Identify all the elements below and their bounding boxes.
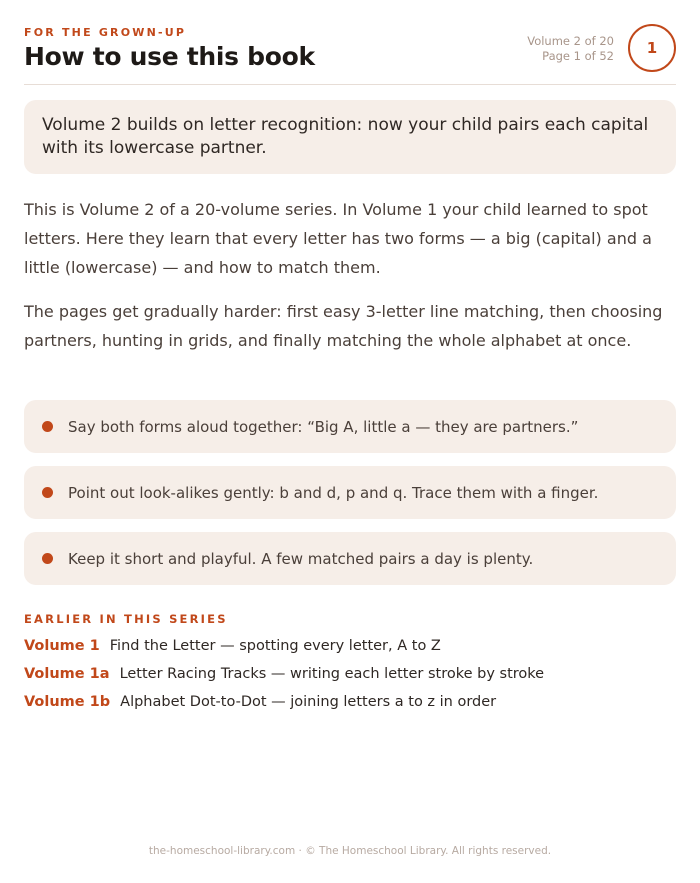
tip-card bbox=[24, 532, 676, 585]
tip-text: Keep it short and playful. A few matched pairs a day is plenty. bbox=[68, 549, 534, 568]
series-item bbox=[24, 638, 544, 666]
tip-card bbox=[24, 400, 676, 453]
tip-card bbox=[24, 466, 676, 519]
tip-text: Point out look-alikes gently: b and d, p and q. Trace them with a finger. bbox=[68, 483, 599, 502]
page-meta bbox=[527, 34, 614, 64]
bullet-dot-icon bbox=[42, 553, 53, 564]
series-description: Find the Letter — spotting every letter, A to Z bbox=[109, 638, 441, 654]
series-description: Letter Racing Tracks — writing each letter stroke by stroke bbox=[119, 666, 545, 682]
bullet-dot-icon bbox=[42, 487, 53, 498]
summary-callout: Volume 2 builds on letter recognition: now your child pairs each capital with its lowercase partner. bbox=[24, 100, 676, 174]
bullet-dot-icon bbox=[42, 421, 53, 432]
page-indicator: Page 1 of 52 bbox=[542, 49, 614, 63]
progression-paragraph: The pages get gradually harder: first easy 3-letter line matching, then choosing partners, hunting in grids, and finally matching the whole alphabet at once. bbox=[24, 302, 663, 350]
audience-label: FOR THE GROWN-UP bbox=[24, 26, 187, 39]
copyright-footer: the-homeschool-library.com · © The Homeschool Library. All rights reserved. bbox=[148, 845, 552, 857]
series-item bbox=[24, 694, 544, 722]
intro-paragraph: This is Volume 2 of a 20-volume series. In Volume 1 your child learned to spot letters. Here they learn that every letter has two forms — a big (capital) and a little (lowercase) — and how to match them. bbox=[24, 200, 652, 277]
tip-text: Say both forms aloud together: “Big A, little a — they are partners.” bbox=[68, 417, 579, 436]
header-divider bbox=[24, 84, 676, 85]
series-volume-label: Volume 1 bbox=[24, 638, 100, 654]
series-volume-label: Volume 1b bbox=[24, 694, 111, 710]
page-header bbox=[24, 24, 676, 86]
page-number-badge: 1 bbox=[628, 24, 676, 72]
series-heading: EARLIER IN THIS SERIES bbox=[24, 612, 228, 626]
series-description: Alphabet Dot-to-Dot — joining letters a to z in order bbox=[120, 694, 497, 710]
volume-indicator: Volume 2 of 20 bbox=[527, 34, 614, 48]
series-list bbox=[24, 638, 544, 722]
series-item bbox=[24, 666, 544, 694]
page-title: How to use this book bbox=[24, 42, 315, 71]
series-volume-label: Volume 1a bbox=[24, 666, 110, 682]
